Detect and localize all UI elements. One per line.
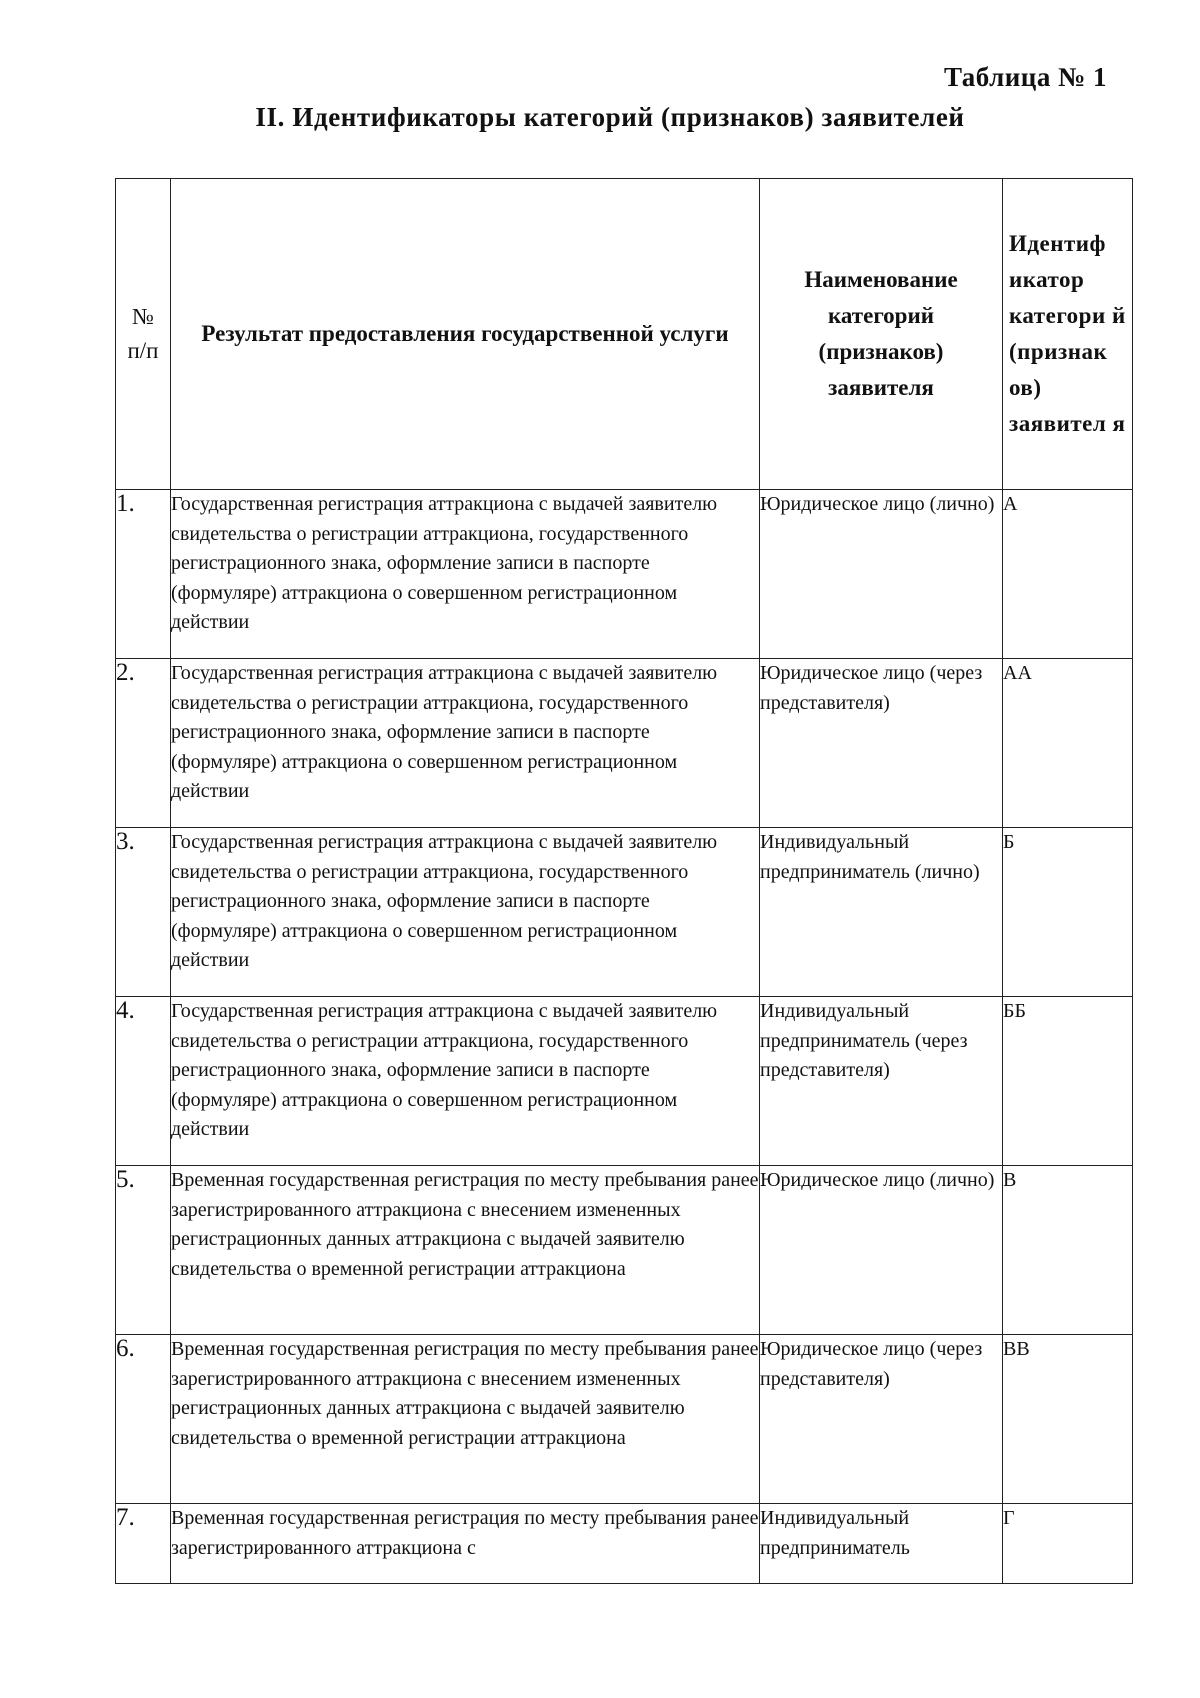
row-number: 6. [116,1335,171,1504]
row-number: 7. [116,1504,171,1584]
row-category: Индивидуальный предприниматель [760,1504,1003,1584]
row-result: Государственная регистрация аттракциона с выдачей заявителю свидетельства о регистрации аттракциона, государственного регистрационного знака, оформление записи в паспорте (формуляре) аттракциона о совершенном регистрационном действии [171,828,760,997]
header-result: Результат предоставления государственной услуги [171,179,760,490]
header-category: Наименование категорий (признаков) заявителя [760,179,1003,490]
table-row [116,1166,1133,1335]
row-identifier: ВВ [1003,1335,1133,1504]
row-identifier: А [1003,490,1133,659]
row-category: Юридическое лицо (лично) [760,490,1003,659]
row-number: 1. [116,490,171,659]
row-number: 4. [116,997,171,1166]
row-identifier: Г [1003,1504,1133,1584]
row-result: Государственная регистрация аттракциона с выдачей заявителю свидетельства о регистрации аттракциона, государственного регистрационного знака, оформление записи в паспорте (формуляре) аттракциона о совершенном регистрационном действии [171,659,760,828]
row-number: 2. [116,659,171,828]
page-title: II. Идентификаторы категорий (признаков) заявителей [255,102,965,132]
table-row [116,490,1133,659]
row-result: Временная государственная регистрация по месту пребывания ранее зарегистрированного аттракциона с внесением измененных регистрационных данных аттракциона с выдачей заявителю свидетельства о временной регистрации аттракциона [171,1166,760,1335]
table-row [116,1504,1133,1584]
table-row [116,1335,1133,1504]
row-result: Государственная регистрация аттракциона с выдачей заявителю свидетельства о регистрации аттракциона, государственного регистрационного знака, оформление записи в паспорте (формуляре) аттракциона о совершенном регистрационном действии [171,997,760,1166]
row-category: Индивидуальный предприниматель (через представителя) [760,997,1003,1166]
row-category: Юридическое лицо (через представителя) [760,1335,1003,1504]
table-row [116,997,1133,1166]
row-result: Временная государственная регистрация по месту пребывания ранее зарегистрированного аттракциона с внесением измененных регистрационных данных аттракциона с выдачей заявителю свидетельства о временной регистрации аттракциона [171,1335,760,1504]
row-category: Юридическое лицо (через представителя) [760,659,1003,828]
row-identifier: Б [1003,828,1133,997]
row-number: 3. [116,828,171,997]
row-result: Государственная регистрация аттракциона с выдачей заявителю свидетельства о регистрации аттракциона, государственного регистрационного знака, оформление записи в паспорте (формуляре) аттракциона о совершенном регистрационном действии [171,490,760,659]
table-row [116,828,1133,997]
row-identifier: ББ [1003,997,1133,1166]
categories-table [115,178,1133,1584]
table-header-row [116,179,1133,490]
row-result: Временная государственная регистрация по месту пребывания ранее зарегистрированного аттракциона с [171,1504,760,1584]
row-category: Индивидуальный предприниматель (лично) [760,828,1003,997]
row-identifier: АА [1003,659,1133,828]
row-category: Юридическое лицо (лично) [760,1166,1003,1335]
row-identifier: В [1003,1166,1133,1335]
header-identifier: Идентиф икатор категори й (признак ов) заявител я [1003,179,1133,490]
table-label: Таблица № 1 [943,62,1107,92]
header-num: № п/п [116,179,171,490]
row-number: 5. [116,1166,171,1335]
table-row [116,659,1133,828]
